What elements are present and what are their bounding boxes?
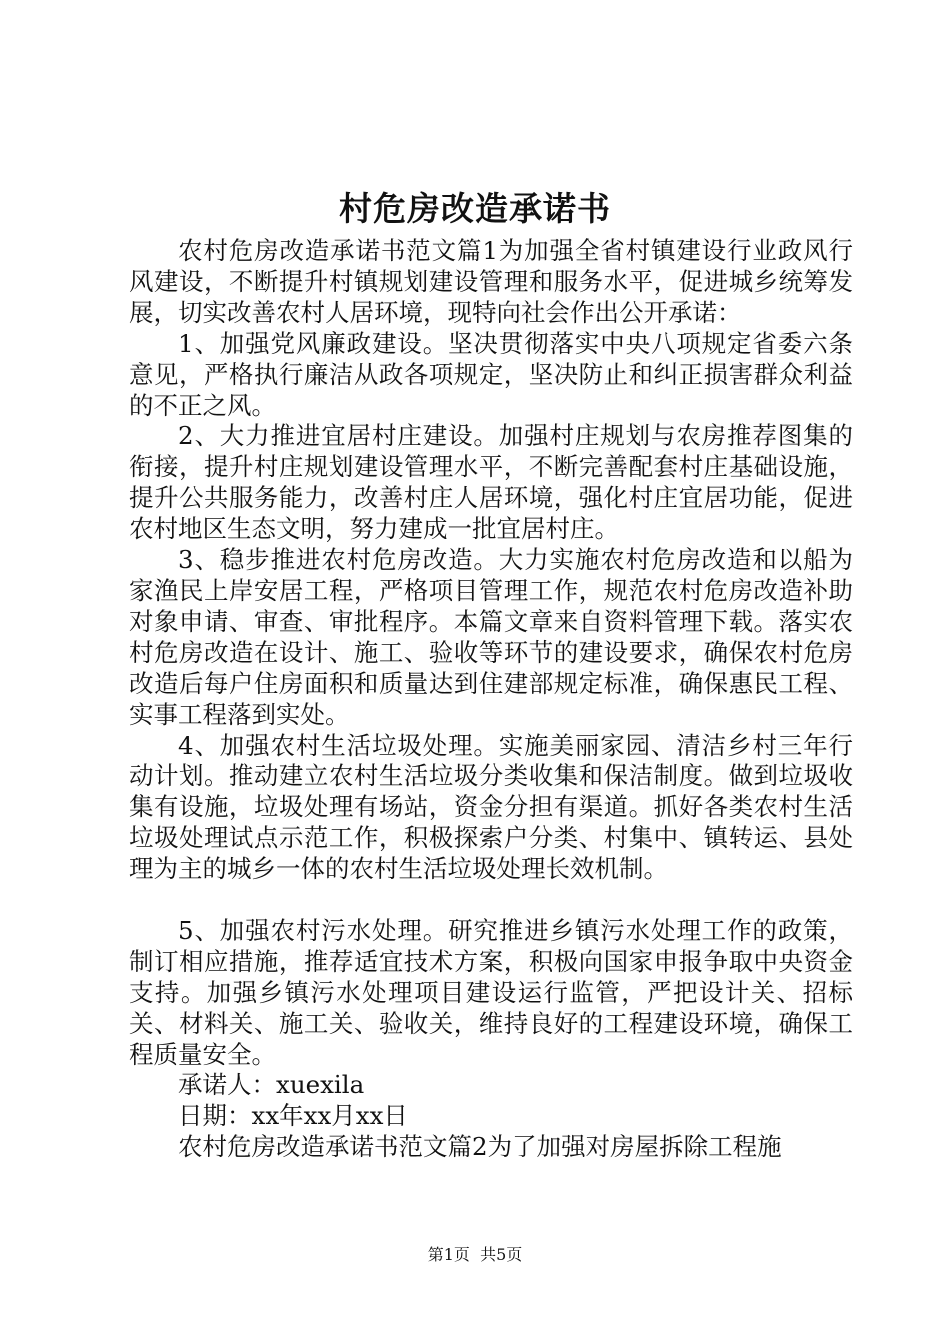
document-title: 村危房改造承诺书 (339, 189, 611, 228)
paragraph-intro: 农村危房改造承诺书范文篇1为加强全省村镇建设行业政风行风建设，不断提升村镇规划建设管理和服务水平，促进城乡统筹发展，切实改善农村人居环境，现特向社会作出公开承诺： (129, 236, 853, 327)
paragraph-item-2: 2、大力推进宜居村庄建设。加强村庄规划与农房推荐图集的衔接，提升村庄规划建设管理水平，不断完善配套村庄基础设施，提升公共服务能力，改善村庄人居环境，强化村庄宜居功能，促进农村地区生态文明，努力建成一批宜居村庄。 (129, 421, 853, 544)
paragraph-item-4: 4、加强农村生活垃圾处理。实施美丽家园、清洁乡村三年行动计划。推动建立农村生活垃圾分类收集和保洁制度。做到垃圾收集有设施，垃圾处理有场站，资金分担有渠道。抓好各类农村生活垃圾处理试点示范工作，积极探索户分类、村集中、镇转运、县处理为主的城乡一体的农村生活垃圾处理长效机制。 (129, 730, 853, 884)
page-number: 第1页 共5页 (427, 1245, 523, 1264)
paragraph-item-3: 3、稳步推进农村危房改造。大力实施农村危房改造和以船为家渔民上岸安居工程，严格项目管理工作，规范农村危房改造补助对象申请、审查、审批程序。本篇文章来自资料管理下载。落实农村危房改造在设计、施工、验收等环节的建设要求，确保农村危房改造后每户住房面积和质量达到住建部规定标准，确保惠民工程、实事工程落到实处。 (129, 545, 853, 729)
document-body (129, 236, 853, 1163)
paragraph-item-1: 1、加强党风廉政建设。坚决贯彻落实中央八项规定省委六条意见，严格执行廉洁从政各项规定，坚决防止和纠正损害群众利益的不正之风。 (129, 328, 853, 420)
date-line: 日期：xx年xx月xx日 (178, 1101, 408, 1131)
paragraph-sample-2: 农村危房改造承诺书范文篇2为了加强对房屋拆除工程施 (178, 1132, 782, 1162)
page-footer (0, 1245, 950, 1265)
paragraph-item-5: 5、加强农村污水处理。研究推进乡镇污水处理工作的政策，制订相应措施，推荐适宜技术方案，积极向国家申报争取中央资金支持。加强乡镇污水处理项目建设运行监管，严把设计关、招标关、材料关、施工关、验收关，维持良好的工程建设环境，确保工程质量安全。 (129, 915, 853, 1069)
signatory-line: 承诺人：xuexila (178, 1070, 365, 1100)
